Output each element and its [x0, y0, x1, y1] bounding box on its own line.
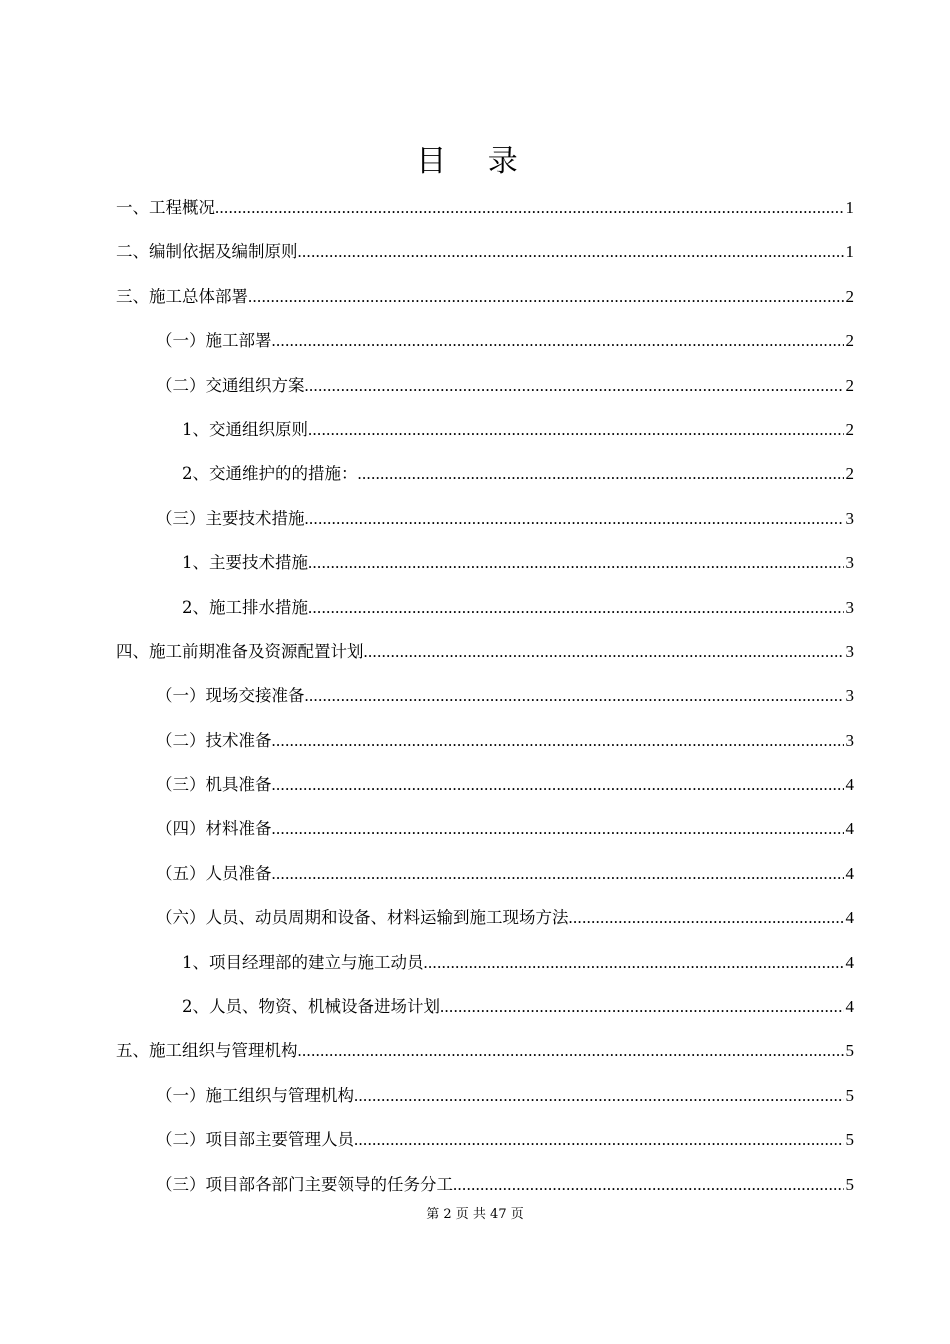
toc-entry-label: 1、交通组织原则 — [182, 419, 308, 439]
toc-dot-leader — [569, 896, 844, 940]
toc-entry[interactable] — [116, 1029, 854, 1073]
toc-entry[interactable] — [116, 408, 854, 452]
toc-entry-page-number: 2 — [845, 464, 854, 484]
toc-entry[interactable] — [116, 1118, 854, 1162]
page-title: 目 录 — [416, 144, 534, 179]
toc-entry-page-number: 3 — [845, 686, 854, 706]
toc-entry-label: 四、施工前期准备及资源配置计划 — [116, 641, 364, 661]
table-of-contents — [116, 186, 854, 1207]
toc-entry-label: 三、施工总体部署 — [116, 286, 248, 306]
toc-entry-label: （一）施工组织与管理机构 — [156, 1085, 354, 1105]
toc-dot-leader — [248, 275, 844, 319]
toc-entry[interactable] — [116, 719, 854, 763]
toc-entry-page-number: 2 — [845, 331, 854, 351]
toc-entry[interactable] — [116, 275, 854, 319]
toc-entry-page-number: 3 — [845, 508, 854, 528]
toc-entry-page-number: 3 — [845, 553, 854, 573]
toc-entry-page-number: 3 — [845, 730, 854, 750]
toc-entry[interactable] — [116, 1163, 854, 1207]
toc-entry-label: 2、交通维护的的措施： — [182, 464, 358, 484]
toc-entry-label: 一、工程概况 — [116, 197, 215, 217]
toc-entry[interactable] — [116, 852, 854, 896]
toc-entry-label: （三）机具准备 — [156, 775, 272, 795]
toc-entry-label: 1、项目经理部的建立与施工动员 — [182, 952, 424, 972]
toc-entry-label: （一）现场交接准备 — [156, 686, 305, 706]
toc-dot-leader — [305, 364, 844, 408]
toc-dot-leader — [440, 985, 844, 1029]
toc-dot-leader — [308, 541, 844, 585]
toc-entry[interactable] — [116, 1074, 854, 1118]
toc-entry-page-number: 1 — [845, 242, 854, 262]
toc-entry-label: 1、主要技术措施 — [182, 553, 308, 573]
toc-entry[interactable] — [116, 941, 854, 985]
toc-entry[interactable] — [116, 586, 854, 630]
toc-entry[interactable] — [116, 763, 854, 807]
toc-entry-page-number: 4 — [845, 775, 854, 795]
toc-entry[interactable] — [116, 364, 854, 408]
toc-entry[interactable] — [116, 985, 854, 1029]
toc-dot-leader — [305, 497, 844, 541]
toc-entry-label: 2、施工排水措施 — [182, 597, 308, 617]
toc-entry-label: （六）人员、动员周期和设备、材料运输到施工现场方法 — [156, 908, 569, 928]
toc-dot-leader — [298, 1029, 844, 1073]
toc-entry-page-number: 5 — [845, 1174, 854, 1194]
toc-entry[interactable] — [116, 497, 854, 541]
toc-entry-page-number: 4 — [845, 908, 854, 928]
toc-entry[interactable] — [116, 452, 854, 496]
toc-dot-leader — [272, 807, 844, 851]
toc-entry-label: 二、编制依据及编制原则 — [116, 242, 298, 262]
toc-entry-page-number: 2 — [845, 419, 854, 439]
page-footer: 第 2 页 共 47 页 — [426, 1207, 524, 1222]
toc-dot-leader — [358, 452, 844, 496]
toc-entry-label: （一）施工部署 — [156, 331, 272, 351]
toc-entry[interactable] — [116, 896, 854, 940]
toc-dot-leader — [272, 763, 844, 807]
toc-entry-page-number: 3 — [845, 597, 854, 617]
toc-dot-leader — [308, 586, 844, 630]
toc-dot-leader — [308, 408, 844, 452]
toc-entry[interactable] — [116, 807, 854, 851]
toc-entry-page-number: 4 — [845, 863, 854, 883]
toc-entry-label: （五）人员准备 — [156, 863, 272, 883]
toc-entry-page-number: 2 — [845, 375, 854, 395]
toc-entry-page-number: 4 — [845, 997, 854, 1017]
toc-entry-page-number: 4 — [845, 819, 854, 839]
toc-dot-leader — [424, 941, 844, 985]
toc-entry-label: （二）交通组织方案 — [156, 375, 305, 395]
toc-entry[interactable] — [116, 541, 854, 585]
toc-entry[interactable] — [116, 630, 854, 674]
toc-dot-leader — [364, 630, 844, 674]
toc-dot-leader — [272, 319, 844, 363]
toc-dot-leader — [272, 719, 844, 763]
toc-entry-page-number: 5 — [845, 1130, 854, 1150]
toc-entry-page-number: 4 — [845, 952, 854, 972]
toc-entry-label: （三）项目部各部门主要领导的任务分工 — [156, 1174, 453, 1194]
toc-entry-page-number: 3 — [845, 641, 854, 661]
toc-entry-page-number: 2 — [845, 286, 854, 306]
toc-dot-leader — [453, 1163, 844, 1207]
toc-entry-page-number: 5 — [845, 1041, 854, 1061]
toc-dot-leader — [215, 186, 844, 230]
toc-dot-leader — [305, 674, 844, 718]
toc-entry-label: （二）技术准备 — [156, 730, 272, 750]
toc-dot-leader — [354, 1074, 844, 1118]
toc-entry-label: （二）项目部主要管理人员 — [156, 1130, 354, 1150]
toc-entry-page-number: 1 — [845, 197, 854, 217]
toc-entry-page-number: 5 — [845, 1085, 854, 1105]
toc-entry[interactable] — [116, 319, 854, 363]
toc-entry[interactable] — [116, 230, 854, 274]
toc-entry[interactable] — [116, 186, 854, 230]
toc-entry-label: （三）主要技术措施 — [156, 508, 305, 528]
toc-dot-leader — [298, 230, 844, 274]
toc-dot-leader — [354, 1118, 844, 1162]
toc-dot-leader — [272, 852, 844, 896]
toc-entry[interactable] — [116, 674, 854, 718]
toc-entry-label: 五、施工组织与管理机构 — [116, 1041, 298, 1061]
toc-entry-label: （四）材料准备 — [156, 819, 272, 839]
toc-entry-label: 2、人员、物资、机械设备进场计划 — [182, 997, 440, 1017]
